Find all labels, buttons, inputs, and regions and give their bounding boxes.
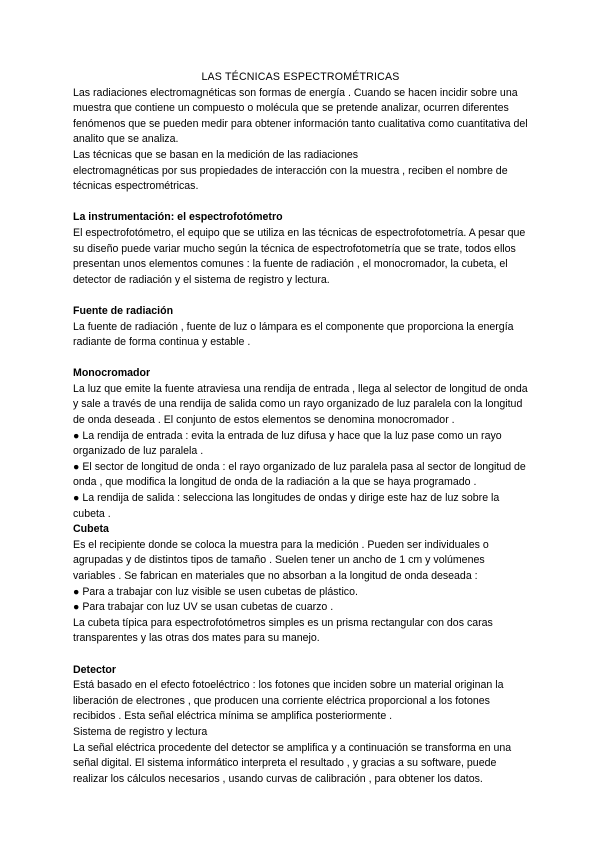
intro-paragraph-2-line-1: Las técnicas que se basan en la medición de las radiaciones bbox=[73, 148, 359, 161]
cubeta-text-2: La cubeta típica para espectrofotómetros simples es un prisma rectangular con dos caras transparentes y las otras dos mates para su manejo. bbox=[73, 616, 493, 645]
fuente-text: La fuente de radiación , fuente de luz o lámpara es el componente que proporciona la energía radiante de forma continua y estable . bbox=[73, 320, 514, 349]
intro-paragraph-2-rest: electromagnéticas por sus propiedades de interacción con la muestra , reciben el nombre de técnicas espectrométricas. bbox=[73, 164, 508, 193]
monocromador-text: La luz que emite la fuente atraviesa una rendija de entrada , llega al selector de longitud de onda y sale a través de una rendija de salida como un rayo organizado de luz paralela con la longitud de onda deseada . El conjunto de estos elementos se denomina monocromador . bbox=[73, 382, 528, 427]
spacer bbox=[73, 647, 528, 663]
instrumentacion-text: El espectrofotómetro, el equipo que se utiliza en las técnicas de espectrofotometría. A pesar que su diseño puede variar mucho según la técnica de espectrofotometría que se trate, todos ellos presentan unos elementos comunes : la fuente de radiación , el monocromador, la cubeta, el detector de radiación y el sistema de registro y lectura. bbox=[73, 226, 526, 286]
monocromador-bullet: ● La rendija de salida : selecciona las longitudes de ondas y dirige este haz de luz sobre la cubeta . bbox=[73, 492, 500, 520]
instrumentacion-heading: La instrumentación: el espectrofotómetro bbox=[73, 211, 283, 224]
intro-paragraph-1: Las radiaciones electromagnéticas son formas de energía . Cuando se hacen incidir sobre una muestra que contiene un compuesto o molécula que se pretende analizar, ocurren diferentes fenómenos que se pueden medir para obtener información tanto cualitativa como cuantitativa del analito que se analiza. bbox=[73, 86, 528, 146]
cubeta-text: Es el recipiente donde se coloca la muestra para la medición . Pueden ser individuales o agrupadas y de distintos tipos de tamaño . Suelen tener un ancho de 1 cm y volúmenes variables . Se fabrican en materiales que no absorban a la longitud de onda deseada : bbox=[73, 538, 489, 582]
fuente-heading: Fuente de radiación bbox=[73, 304, 174, 317]
cubeta-bullet: ● Para a trabajar con luz visible se usen cubetas de plástico. bbox=[73, 585, 358, 598]
detector-heading: Detector bbox=[73, 663, 116, 676]
cubeta-heading: Cubeta bbox=[73, 523, 109, 536]
spacer bbox=[73, 195, 528, 211]
registro-subheading: Sistema de registro y lectura bbox=[73, 725, 208, 738]
page-title: LAS TÉCNICAS ESPECTROMÉTRICAS bbox=[201, 71, 400, 83]
monocromador-bullet: ● El sector de longitud de onda : el rayo organizado de luz paralela pasa al sector de longitud de onda , que modifica la longitud de onda de la radiación a la que se haya programado . bbox=[73, 460, 526, 489]
spacer bbox=[73, 351, 528, 367]
monocromador-bullet: ● La rendija de entrada : evita la entrada de luz difusa y hace que la luz pase como un rayo organizado de luz paralela . bbox=[73, 429, 502, 458]
registro-text: La señal eléctrica procedente del detector se amplifica y a continuación se transforma en una señal digital. El sistema informático interpreta el resultado , y gracias a su software, puede realizar los cálculos necesarios , usando curvas de calibración , para obtener los datos. bbox=[73, 741, 512, 785]
cubeta-bullet: ● Para trabajar con luz UV se usan cubetas de cuarzo . bbox=[73, 601, 334, 614]
monocromador-heading: Monocromador bbox=[73, 367, 151, 380]
detector-text: Está basado en el efecto fotoeléctrico : los fotones que inciden sobre un material originan la liberación de electrones , que producen una corriente eléctrica proporcional a los fotones recibidos . Esta señal eléctrica mínima se amplifica posteriormente . bbox=[73, 679, 504, 723]
document-page bbox=[73, 70, 528, 787]
spacer bbox=[73, 288, 528, 304]
